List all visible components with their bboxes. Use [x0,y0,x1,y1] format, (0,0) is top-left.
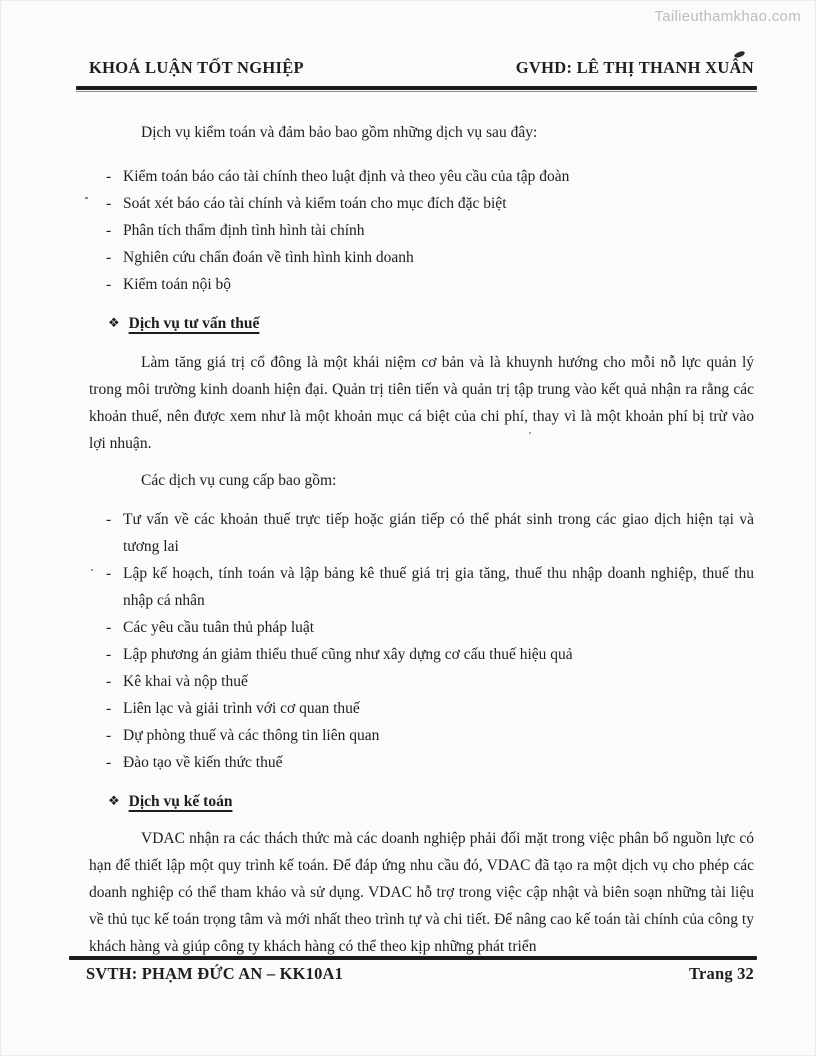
dash-bullet: - [106,168,112,185]
dash-bullet: - [106,673,112,690]
section-heading-accounting [108,788,754,815]
list-item-text: Tư vấn về các khoản thuế trực tiếp hoặc gián tiếp có thể phát sinh trong các giao dịch hiện tại và tương lai [123,511,754,555]
document-body [89,96,754,960]
dash-bullet: - [106,754,112,771]
footer-rule [69,956,757,960]
list-item-text: Các yêu cầu tuân thủ pháp luật [123,619,315,636]
dash-bullet: - [106,222,112,239]
header-right-title: GVHD: LÊ THỊ THANH XUÂN [515,58,754,77]
header-rule-thick [76,86,757,90]
header-rule [76,86,757,92]
list-item-text: Đào tạo về kiến thức thuế [123,754,283,771]
tax-services-list [89,506,754,776]
list-item [89,749,754,776]
page-footer [86,964,754,984]
list-item [89,722,754,749]
section-heading-text: Dịch vụ tư vấn thuế [128,315,260,332]
list-item [89,695,754,722]
dash-bullet: - [106,700,112,717]
list-item [89,217,754,244]
list-item [89,244,754,271]
list-item-text: Kiểm toán nội bộ [123,276,232,293]
diamond-bullet-icon: ❖ [108,793,120,808]
page-header [89,58,754,78]
scan-speck [91,569,93,571]
header-left-title: KHOÁ LUẬN TỐT NGHIỆP [89,58,304,77]
section-heading-tax [108,310,754,337]
list-item-text: Kiểm toán báo cáo tài chính theo luật định và theo yêu cầu của tập đoàn [123,168,570,185]
dash-bullet: - [106,727,112,744]
list-item [89,668,754,695]
dash-bullet: - [106,646,112,663]
footer-author: SVTH: PHẠM ĐỨC AN – KK10A1 [86,964,344,983]
list-item-text: Liên lạc và giải trình với cơ quan thuế [123,700,360,717]
tax-paragraph: Làm tăng giá trị cổ đông là một khái niệm cơ bản và là khuynh hướng cho mỗi nỗ lực quản lý trong môi trường kinh doanh hiện đại. Quản trị tiên tiến và quản trị tập trung vào kết quả nhận ra rằng các khoản thuế, nên được xem như là một khoản mục cá biệt của chi phí, thay vì là một khoản phí bị trừ vào lợi nhuận. [89,354,754,452]
list-item [89,271,754,298]
intro-paragraph: Dịch vụ kiểm toán và đảm bảo bao gồm những dịch vụ sau đây: [141,124,538,141]
tax-lead-paragraph: Các dịch vụ cung cấp bao gồm: [141,472,337,489]
header-rule-thin [76,91,757,92]
list-item-text: Soát xét báo cáo tài chính và kiểm toán cho mục đích đặc biệt [123,195,507,212]
dash-bullet: - [106,619,112,636]
list-item-text: Kê khai và nộp thuế [123,673,248,690]
accounting-paragraph: VDAC nhận ra các thách thức mà các doanh nghiệp phải đối mặt trong việc phân bổ nguồn lực có hạn để thiết lập một quy trình kế toán. Để đáp ứng nhu cầu đó, VDAC đã tạo ra một dịch vụ cho phép các doanh nghiệp có thể tham khảo và sử dụng. VDAC hỗ trợ trong việc cập nhật và biên soạn những tài liệu về thủ tục kế toán trọng tâm và mới nhất theo trình tự và chi tiết. Để nâng cao kế toán tài chính của công ty khách hàng và giúp công ty khách hàng có thể theo kịp những phát triển [89,830,754,955]
dash-bullet: - [106,249,112,266]
scan-speck [529,432,531,434]
dash-bullet: - [106,565,112,582]
dash-bullet: - [106,195,112,212]
list-item [89,506,754,560]
section-heading-text: Dịch vụ kế toán [128,793,233,810]
list-item-text: Lập phương án giảm thiểu thuế cũng như xây dựng cơ cấu thuế hiệu quả [123,646,573,663]
audit-services-list [89,163,754,298]
footer-page-number: Trang 32 [688,964,754,983]
list-item [89,163,754,190]
watermark-text: Tailieuthamkhao.com [654,8,801,25]
dash-bullet: - [106,276,112,293]
dash-bullet: - [106,511,112,528]
diamond-bullet-icon: ❖ [108,315,120,330]
list-item-text: Dự phòng thuế và các thông tin liên quan [123,727,380,744]
scan-speck [85,197,88,199]
list-item [89,614,754,641]
list-item-text: Lập kế hoạch, tính toán và lập bảng kê thuế giá trị gia tăng, thuế thu nhập doanh nghiệp, thuế thu nhập cá nhân [123,565,754,609]
list-item [89,560,754,614]
list-item-text: Phân tích thẩm định tình hình tài chính [123,222,365,239]
list-item [89,641,754,668]
list-item-text: Nghiên cứu chẩn đoán về tình hình kinh doanh [123,249,414,266]
list-item [89,190,754,217]
